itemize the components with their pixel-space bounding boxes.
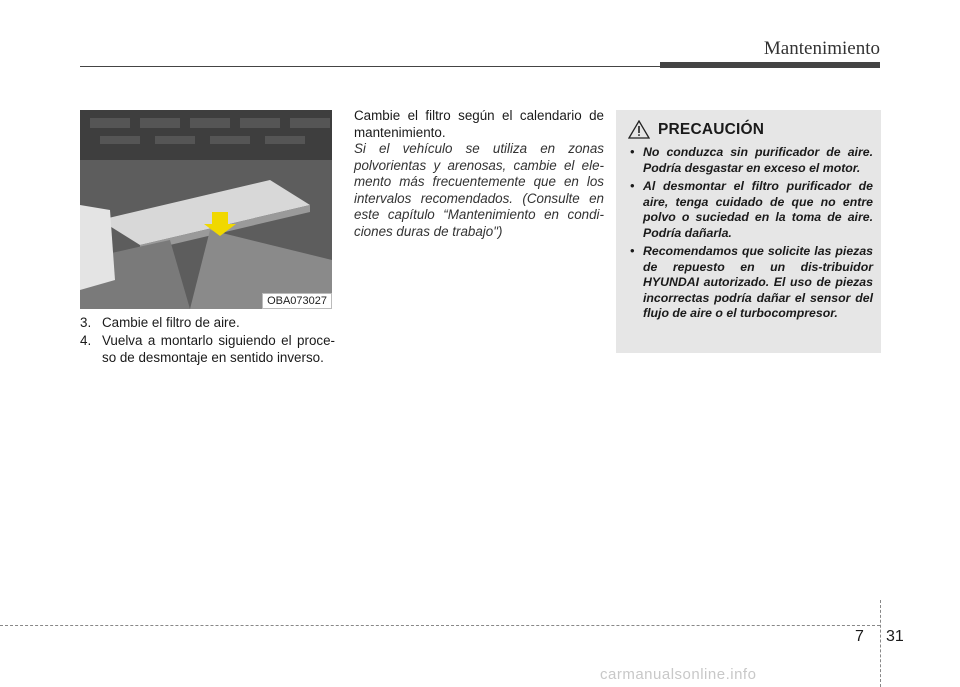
watermark: carmanualsonline.info xyxy=(600,666,757,683)
caution-item: • Al desmontar el filtro purificador de aire, tenga cuidado de que no entre polvo o suciedad en la toma de aire. Podría dañarla. xyxy=(630,179,873,240)
caution-item: • Recomendamos que solicite las piezas de repuesto en un dis-tribuidor HYUNDAI autorizado. El uso de piezas incorrectas podría dañar el sensor del flujo de aire o el turbocompresor. xyxy=(630,244,873,320)
chapter-number: 7 xyxy=(855,628,864,645)
caution-header xyxy=(628,120,873,139)
warning-triangle-icon xyxy=(628,120,650,139)
caution-box xyxy=(616,110,881,353)
body-column xyxy=(354,108,604,240)
step-text: Cambie el filtro de aire. xyxy=(102,315,240,330)
caution-item: • No conduzca sin purificador de aire. Podría desgastar en exceso el motor. xyxy=(630,145,873,175)
steps-list xyxy=(80,314,335,367)
caution-title: PRECAUCIÓN xyxy=(658,120,765,138)
footer-divider xyxy=(880,600,881,687)
step-number: 4. xyxy=(80,333,92,348)
step-number: 3. xyxy=(80,315,92,330)
page-number: 31 xyxy=(886,628,904,645)
air-filter-photo xyxy=(80,110,332,309)
footer-rule xyxy=(0,625,880,626)
header-bar xyxy=(660,62,880,68)
step-text: Vuelva a montarlo siguiendo el proce-so de desmontaje en sentido inverso. xyxy=(102,333,335,365)
section-title: Mantenimiento xyxy=(763,38,880,59)
step-item xyxy=(80,314,335,331)
body-note: Si el vehículo se utiliza en zonas polvorientas y arenosas, cambie el ele-mento más frecuentemente que en los intervalos recomendados. (Consulte en este capítulo “Mantenimiento en condi-ciones duras de trabajo") xyxy=(354,141,604,239)
step-item xyxy=(80,332,335,366)
caution-list xyxy=(628,145,873,322)
body-paragraph: Cambie el filtro según el calendario de mantenimiento. xyxy=(354,108,604,140)
figure-code: OBA073027 xyxy=(262,293,332,309)
